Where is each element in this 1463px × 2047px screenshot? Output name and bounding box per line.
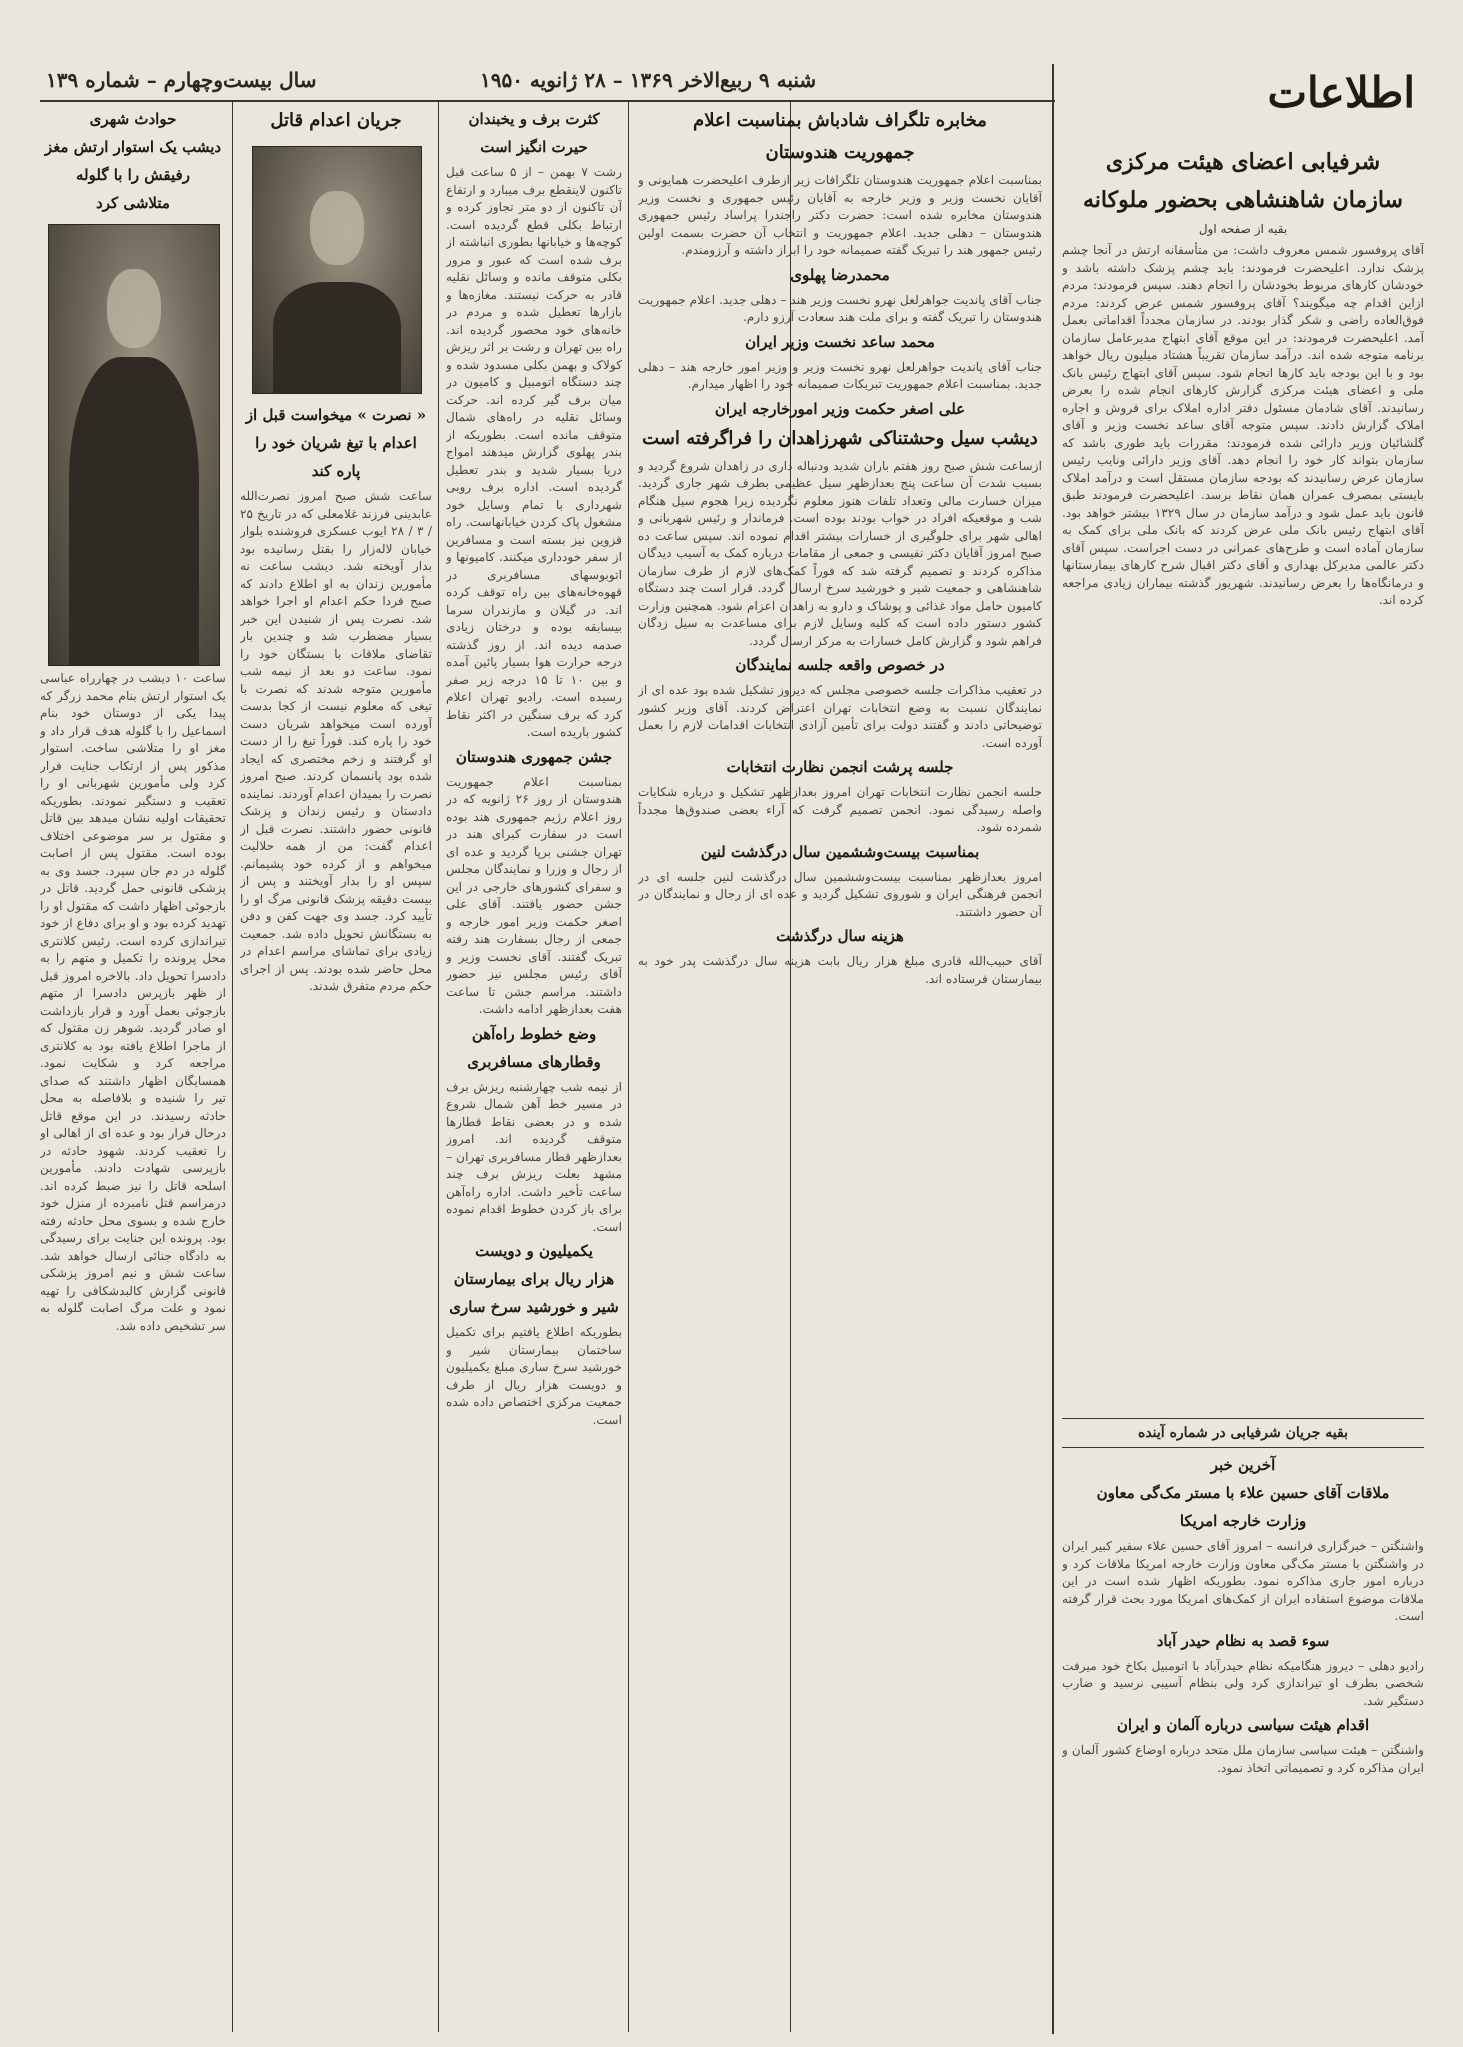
anniversary-headline: هزینه سال درگذشت xyxy=(776,927,904,945)
main-article-body: آقای پروفسور شمس معروف داشت: من متأسفانه ارتش در آنجا چشم پزشک ندارد. اعلیحضرت فرمودند: باید چشم پزشک داشته باشد و خودشان کارهای مربوط بخودشان را انجام دهند. سپس فرمودند: مردم ازاین اقدام چه میگویند؟ آقای پروفسور شمس عرض کردند: مردم فوق‌العاده راضی و شکر گذار بودند. در سازمان مجدداً اقداماتی بعمل آمد. اعلیحضرت فرمودند: در این موقع آقای ابتهاج مدیرعامل سازمان برنامه متوجه شده اند. درآمد سازمان تقریباً هشتاد میلیون ریال خواهد بود و با این بودجه باید کارها انجام شود. سپس آقای ابتهاج رئیس بانک ملی و اعضای هیئت مرکزی گزارش کارهای انجام شده را بعرض رسانیدند. آقای شادمان مسئول دفتر اداره املاک برای فروش و اجاره املاک گزارش دادند. سپس متوجه آقای ساعد نخست وزیر و آقای گلشائیان وزیر دارائی شده فرمودند: مقررات باید طوری باشد که سازمان بتواند کار خود را انجام دهد. آقای وزیر دارائی ونایب رئیس سازمان عرض رسانیدند که بودجه سازمان مستقل است و درآمد املاک بایستی بمصرف عمران همان نقاط برسد. اعلیحضرت فرمودند طبق قانون باید عمل شود و درآمد سازمان در سال ۱۳۲۹ بیشتر خواهد بود. آقای ابتهاج رئیس بانک ملی عرض کردند که بانک ملی برای کمک به سازمان آماده است و طرح‌های عمرانی در دست اجراست. سپس آقای دکتر عالمی مدیرکل بهداری و آقای دکتر اقبال شرح کارهای بیمارستانها و درمانگاه‌ها را بعرض رسانیدند. شهریور گذشته بیماران زیادی مراجعه کرده اند. xyxy=(1062,243,1424,607)
lenin-body: امروز بعدازظهر بمناسبت بیست‌وششمین سال درگذشت لنین جلسه ای در انجمن فرهنگی ایران و شوروی تشکیل گردید و عده ای از رجال و نمایندگان در آن حضور داشتند. xyxy=(638,869,1042,919)
deputies-headline: در خصوص واقعه جلسه نمایندگان xyxy=(735,656,945,674)
flood-headline: دیشب سیل وحشتناکی شهرزاهدان را فراگرفته است xyxy=(642,427,1038,449)
donation-headline-2: هزار ریال برای بیمارستان xyxy=(453,1270,615,1288)
shooting-headline-2: رفیقش را با گلوله xyxy=(76,166,190,184)
political-board-body: واشنگتن – هیئت سیاسی سازمان ملل متحد درباره اوضاع کشور آلمان و ایران مذاکره کرد و تصمیماتی اتخاذ نمود. xyxy=(1062,1743,1424,1775)
snow-headline-1: کثرت برف و یخبندان xyxy=(468,110,600,128)
telegraph-headline-2: جمهوریت هندوستان xyxy=(765,142,915,163)
political-board-headline: اقدام هیئت سیاسی درباره آلمان و ایران xyxy=(1116,1716,1370,1734)
signature-shah: محمدرضا پهلوی xyxy=(790,265,890,284)
shooting-headline-3: متلاشی کرد xyxy=(96,194,170,212)
snow-headline-2: حیرت انگیز است xyxy=(480,138,588,156)
main-headline-2: سازمان شاهنشاهی بحضور ملوکانه xyxy=(1083,187,1403,213)
india-celebration-body: بمناسبت اعلام جمهوریت هندوستان از روز ۲۶ ژانویه که در روز اعلام رژیم جمهوری هند بوده است در سفارت کبرای هند در تهران جشنی برپا گردید و عده ای از رجال و وزرا و نمایندگان مجلس و سفرای کشورهای خارجی در این جشن حضور یافتند. آقای علی اصغر حکمت وزیر امور خارجه و جمعی از رجال بسفارت هند رفته تبریک گفتند. آقای نخست وزیر و آقای رئیس مجلس نیز حضور داشتند. مراسم جشن تا ساعت هفت بعدازظهر ادامه داشت. xyxy=(446,774,622,1016)
column-rule xyxy=(1052,64,1054,2034)
column-rule xyxy=(232,102,233,2032)
city-news-column xyxy=(40,104,226,2024)
telegraph-body-1: بمناسبت اعلام جمهوریت هندوستان تلگرافات زیر ازطرف اعلیحضرت همایونی و آقایان نخست وزیر و وزیر خارجه به آقایان رئیس جمهوری و نخست وزیر هندوستان مخابره شده است: حضرت دکتر راجندرا پراساد رئیس جمهوری هندوستان – دهلی جدید. اعلام جمهوریت و انتخاب آن حضرت بسمت اولین رئیس جمهور هند را تبریک گفته صمیمانه خود را ابراز داشته و آرزومندم. xyxy=(638,173,1042,257)
masthead xyxy=(1073,64,1423,134)
lenin-headline: بمناسبت بیست‌وششمین سال درگذشت لنین xyxy=(700,842,980,861)
execution-body: ساعت شش صبح امروز نصرت‌الله عابدینی فرزند غلامعلی که در تاریخ ۲۵ / ۳ / ۲۸ ایوب عسکری فروشنده بلوار خیابان لاله‌زار را بقتل رسانیده بود بدار آویخته شد. دیشب ساعت نه مأمورین زندان به او اطلاع دادند که صبح فردا حکم اعدام او اجرا خواهد شد. نصرت پس از شنیدن این خبر بسیار مضطرب شد و چندین بار تقاضای ملاقات با بستگان خود را نمود. ساعت دو بعد از نیمه شب مأمورین متوجه شدند که نصرت با تیغی که معلوم نیست از کجا بدست آورده است میخواهد شریان دست خود را پاره کند. فوراً تیغ را از دست او گرفتند و زخم مختصری که ایجاد شده بود پانسمان کردند. صبح امروز نصرت را بمیدان اعدام آوردند. نماینده دادستان و رئیس زندان و پزشک قانونی حضور داشتند. نصرت قبل از اعدام گفت: من از همه حلالیت میخواهم و از کرده خود پشیمانم. سپس او را بدار آویختند و پس از بیست دقیقه پزشک قانونی مرگ او را تأیید کرد. جسد وی جهت کفن و دفن به بستگانش تحویل داده شد. جمعیت زیادی برای تماشای مراسم اعدام در محل حاضر شده بودند. پس از اجرای حکم مردم متفرق شدند. xyxy=(240,489,432,993)
execution-caption-3: پاره کند xyxy=(311,462,361,480)
deputies-body: در تعقیب مذاکرات جلسه خصوصی مجلس که دیروز تشکیل شده بود عده ای از نمایندگان نسبت به وضع انتخابات تهران اعتراض کردند. آقای وزیر کشور توضیحاتی دادند و گفتند دولت برای تأمین آزادی انتخابات اقدامات لازم را بعمل آورده است. xyxy=(638,683,1042,750)
telegraph-headline-1: مخابره تلگراف شادباش بمناسبت اعلام xyxy=(693,110,987,131)
telegraph-column xyxy=(638,104,1042,2024)
main-headline-1: شرفیابی اعضای هیئت مرکزی xyxy=(1105,149,1381,175)
snow-column xyxy=(446,104,622,2024)
continued-label: بقیه از صفحه اول xyxy=(1198,222,1288,236)
shooting-body: ساعت ۱۰ دیشب در چهارراه عباسی یک استوار ارتش بنام محمد زرگر که پیدا یکی از دوستان خود بنام اسماعیل را با گلوله هدف قرار داد و مغز او را متلاشی ساخت. استوار مذکور پس از ارتکاب جنایت فرار کرد ولی مأمورین شهربانی او را تعقیب و دستگیر نمودند. بطوریکه تحقیقات اولیه نشان میدهد بین قاتل و مقتول بر سر موضوعی اختلاف بوده است. مقتول پس از اصابت گلوله در دم جان سپرد. جسد وی به پزشکی قانونی حمل گردید. قاتل در بازجوئی اظهار داشت که مقتول او را تهدید کرده بود و او برای دفاع از خود تیراندازی کرده است. رئیس کلانتری محل پرونده را تکمیل و متهم را به دادسرا تحویل داد. بالاخره امروز قبل از ظهر بازپرس دادسرا از متهم بازجوئی بعمل آورد و قرار بازداشت او صادر گردید. شوهر زن مقتول که از ماجرا اطلاع یافته بود به کلانتری مراجعه کرد و شکایت نمود. همسایگان اظهار داشتند که صدای تیر را شنیده و بلافاصله به محل حادثه رسیدند. در این موقع قاتل درحال فرار بود و عده ای از اهالی او را تعقیب کردند. شهود حادثه در بازپرسی شهادت دادند. مأمورین اسلحه قاتل را نیز ضبط کرده اند. درمراسم قتل نامبرده از منزل خود خارج شده و بسوی محل حادثه رفته بود. پرونده این جنایت برای رسیدگی به دادگاه جنائی ارسال خواهد شد. ساعت شش و نیم امروز پزشکی قانونی گزارش کالبدشکافی را تهیه نمود و علت مرگ اصابت گلوله به سر تشخیص داده شد. xyxy=(40,671,226,1333)
signature-pm: محمد ساعد نخست وزیر ایران xyxy=(745,332,935,351)
election-board-headline: جلسه پرشت انجمن نظارت انتخابات xyxy=(726,758,954,776)
city-news-label: حوادث شهری xyxy=(89,110,177,128)
continued-next-issue: بقیه جریان شرفیابی در شماره آینده xyxy=(1138,1425,1348,1441)
soldier-photo xyxy=(48,224,220,666)
signature-fm: علی اصغر حکمت وزیر امورخارجه ایران xyxy=(714,399,966,418)
rail-headline-2: وقطارهای مسافربری xyxy=(467,1052,601,1071)
rail-headline-1: وضع خطوط راه‌آهن xyxy=(471,1024,597,1043)
latest-news-headline-1: ملاقات آقای حسین علاء با مستر مک‌گی معاون xyxy=(1096,1484,1390,1502)
column-rule xyxy=(438,102,439,2032)
issue-number: سال بیست‌وچهارم – شماره ۱۳۹ xyxy=(46,68,317,92)
execution-caption-2: اعدام با تیغ شریان خود را xyxy=(255,434,417,452)
telegraph-body-3: جناب آقای پاندیت جواهرلعل نهرو نخست وزیر و وزیر امور خارجه هند – دهلی جدید. بمناسبت اعلام جمهوریت تبریکات صمیمانه خود را اظهار میدارم. xyxy=(638,359,1042,391)
execution-column xyxy=(240,104,432,2024)
dateline-bar xyxy=(40,64,1055,102)
donation-headline-3: شیر و خورشید سرخ ساری xyxy=(449,1298,619,1316)
latest-news-label: آخرین خبر xyxy=(1210,1456,1276,1474)
anniversary-body: آقای حبیب‌الله قادری مبلغ هزار ریال بابت هزینه سال درگذشت پدر خود به بیمارستان فرستاده اند. xyxy=(638,954,1042,986)
hyderabad-headline: سوء قصد به نظام حیدر آباد xyxy=(1156,1631,1330,1650)
election-board-body: جلسه انجمن نظارت انتخابات تهران امروز بعدازظهر تشکیل و درباره شکایات واصله رسیدگی نمود. انجمن تصمیم گرفت که آراء بعضی صندوق‌ها مجدداً شمرده شود. xyxy=(638,785,1042,834)
newspaper-logo: اطلاعات xyxy=(1267,68,1415,117)
latest-news-headline-2: وزارت خارجه امریکا xyxy=(1179,1512,1307,1530)
flood-body: ازساعت شش صبح روز هفتم باران شدید ودنباله داری در زاهدان شروع گردید و بسبب شدت آن ساعت پنج بعدازظهر سیل عظیمی بطرف شهر جاری گردید. میزان خسارت مالی وتعداد تلفات هنوز معلوم نگردیده زیرا هجوم سیل هنگام شب و موقعیکه افراد در خواب بودند بوده است. فرماندار و رئیس شهربانی و اهالی شهر برای جلوگیری از خسارات بیشتر اقدام نموده اند. سپس ساعت ده صبح امروز آقایان دکتر نفیسی و جمعی از مقامات درباره کمک به آسیب دیدگان مذاکره کردند و تصمیم گرفته شد که فوراً کمک‌های لازم از طرف سازمان شاهنشاهی و جمعیت شیر و خورشید سرخ ارسال گردد. قرار است چند دستگاه کامیون حامل مواد غذائی و پوشاک و دارو به زاهدان اعزام شود. همچنین وزارت کشور دستور داده است که کلیه وسایل لازم برای مساعدت به سیل زدگان فراهم شود و گزارش کامل خسارات به مرکز ارسال گردد. xyxy=(638,458,1042,648)
hyderabad-body: رادیو دهلی – دیروز هنگامیکه نظام حیدرآباد با اتومبیل بکاخ خود میرفت شخصی بطرف او تیراندازی کرد ولی بنظام آسیبی نرسید و ضارب دستگیر شد. xyxy=(1062,1658,1424,1708)
telegraph-body-2: جناب آقای پاندیت جواهرلعل نهرو نخست وزیر هند – دهلی جدید. اعلام جمهوریت هندوستان را تبریک گفته و برای ملت هند سعادت آرزو دارم. xyxy=(638,292,1042,324)
rail-body: از نیمه شب چهارشنبه ریزش برف در مسیر خط آهن شمال شروع شده و در بعضی نقاط قطارها متوقف گردیده اند. امروز بعدازظهر قطار مسافربری تهران – مشهد بعلت ریزش برف چند ساعت تأخیر داشت. اداره راه‌آهن برای باز کردن خطوط اقدام نموده است. xyxy=(446,1079,622,1234)
snow-body: رشت ۷ بهمن – از ۵ ساعت قبل تاکنون لاینقطع برف میبارد و ارتفاع آن تاکنون از دو متر تجاوز کرده و ارتباط بکلی قطع گردیده است. کوچه‌ها و خیابانها بطوری انباشته از برف شده است که عبور و مرور بکلی متوقف مانده و وسائل نقلیه قادر به حرکت نیستند. مغازه‌ها و بازارها تعطیل شده و مردم در خانه‌های خود محصور گردیده اند. راه بین تهران و رشت بر اثر ریزش کولاک و بهمن بکلی مسدود شده و چند دستگاه اتومبیل و کامیون در میان برف گیر کرده اند. حرکت وسائل نقلیه در راه‌های شمال متوقف مانده است. بطوریکه از بندر پهلوی گزارش میدهند امواج دریا بسیار شدید و بندر تعطیل گردیده است. اداره برف روبی شهرداری با تمام وسایل خود مشغول پاک کردن خیابانهاست. راه قزوین نیز بسته است و مسافرین از سفر خودداری میکنند. کامیونها و اتوبوسهای مسافربری در قهوه‌خانه‌های بین راه توقف کرده اند. در گیلان و مازندران سرما بیسابقه بوده و درختان زیادی صدمه دیده اند. از روز گذشته درجه حرارت هوا بسیار پائین آمده و بین ۱۰ تا ۱۵ درجه زیر صفر رسیده است. رادیو تهران اعلام کرد که برف سنگین در اکثر نقاط کشور باریده است. xyxy=(446,165,622,739)
donation-headline-1: یکمیلیون و دویست xyxy=(475,1242,593,1260)
executed-man-photo xyxy=(252,146,422,394)
shooting-headline-1: دیشب یک استوار ارتش مغز xyxy=(44,138,222,156)
execution-headline: جریان اعدام قاتل xyxy=(270,110,402,131)
execution-caption-1: « نصرت » میخواست قبل از xyxy=(245,406,427,424)
column-rule xyxy=(628,102,629,2032)
donation-body: بطوریکه اطلاع یافتیم برای تکمیل ساختمان بیمارستان شیر و خورشید سرخ ساری مبلغ یکمیلیون و دویست هزار ریال از طرف جمعیت مرکزی اختصاص داده شده است. xyxy=(446,1325,622,1427)
issue-date: شنبه ۹ ربیع‌الاخر ۱۳۶۹ – ۲۸ ژانویه ۱۹۵۰ xyxy=(480,68,817,92)
main-article-column xyxy=(1062,142,1424,2022)
latest-news-body: واشنگتن – خبرگزاری فرانسه – امروز آقای حسین علاء سفیر کبیر ایران در واشنگتن با مستر مک‌گی معاون وزارت خارجه امریکا ملاقات کرد و درباره امور جاری مذاکره نمود. بطوریکه اظهار شده است در این ملاقات موضوع استفاده ایران از کمک‌های امریکا مورد بحث قرار گرفته است. xyxy=(1062,1539,1424,1623)
india-celebration-headline: جشن جمهوری هندوستان xyxy=(455,747,613,766)
